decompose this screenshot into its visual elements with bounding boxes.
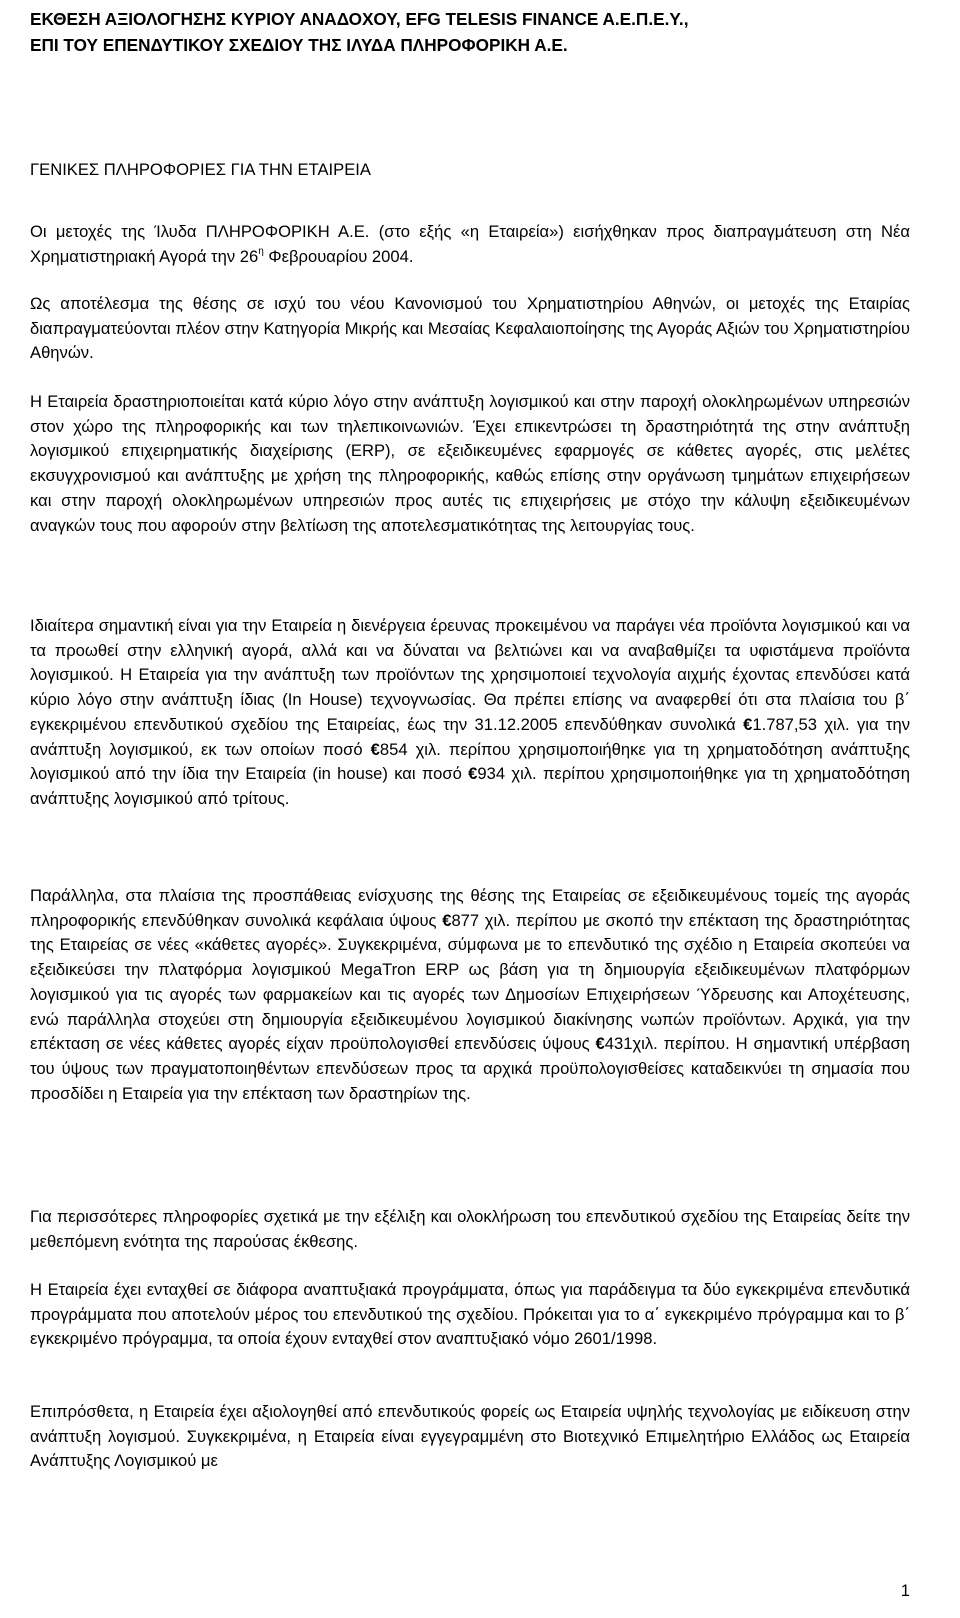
paragraph-vertical-markets-text-2: 877 χιλ. περίπου με σκοπό την επέκταση της δραστηριότητας της Εταιρείας σε νέες «κάθετες αγορές». Συγκεκριμένα, σύμφωνα με το επενδυτικό της σχέδιο η Εταιρεία σκοπεύει να εξειδικεύσει την πλατφόρμα λογισμικού MegaTron ERP ως βάση για τη δημιουργία εξειδικευμένων πλατφόρμων λογισμικού για τις αγορές των φαρμακείων και τις αγορές των Δημοσίων Επιχειρήσεων Ύδρευσης και Αποχέτευσης, ενώ παράλληλα στοχεύει στη δημιουργία εξειδικευμένου λογισμικού διακίνησης νωπών προϊόντων. Αρχικά, για την επέκταση σε νέες κάθετες αγορές είχαν προϋπολογισθεί επενδύσεις ύψους [30,910,910,1054]
paragraph-research-text-4: 854 χιλ. περίπου χρησιμοποιήθηκε για τη χρηματοδότηση ανάπτυξης λογισμικού από την ίδια την Εταιρεία (in house) και ποσό [30,739,910,784]
paragraph-listing-text: Οι μετοχές της Ίλυδα ΠΛΗΡΟΦΟΡΙΚΗ Α.Ε. (στο εξής «η Εταιρεία») εισήχθηκαν προς διαπραγμάτευση στη Νέα Χρηματιστηριακή Αγορά την 26 [30,222,910,266]
paragraph-vertical-markets [30,884,910,1106]
title-line-2: ΕΠΙ ΤΟΥ ΕΠΕΝΔΥΤΙΚΟΥ ΣΧΕΔΙΟΥ ΤΗΣ ΙΛΥΔΑ ΠΛΗΡΟΦΟΡΙΚΗ Α.Ε. [30,35,568,55]
euro-sign: € [595,1034,605,1054]
euro-sign: € [743,714,753,734]
paragraph-research-text-1: Ιδιαίτερα σημαντική είναι για την Εταιρεία η διενέργεια έρευνας προκειμένου να παράγει νέα προϊόντα λογισμικού και να τα προωθεί στην ελληνική αγορά, αλλά και να δύναται να βελτιώνει και να αναβαθμίζει τα υφιστάμενα προϊόντα λογισμικού. [30,616,910,685]
paragraph-research-text-2: Η Εταιρεία για την ανάπτυξη των προϊόντων της χρησιμοποιεί τεχνολογία αιχμής έχοντας επενδύσει κατά κύριο λόγο στην ανάπτυξη ίδιας (In House) τεχνογνωσίας. Θα πρέπει επίσης να αναφερθεί ότι στα πλαίσια του β΄ εγκεκριμένου επενδυτικού σχεδίου της Εταιρείας, έως την 31.12.2005 επενδύθηκαν συνολικά [30,665,910,734]
paragraph-market-category: Ως αποτέλεσμα της θέσης σε ισχύ του νέου Κανονισμού του Χρηματιστηρίου Αθηνών, οι μετοχές της Εταιρίας διαπραγματεύονται πλέον στην Κατηγορία Μικρής και Μεσαίας Κεφαλαιοποίησης της Αγοράς Αξιών του Χρηματιστηρίου Αθηνών. [30,294,910,363]
euro-sign: € [442,910,452,930]
report-title [30,6,935,58]
paragraph-activities [30,390,910,538]
paragraph-activities-text-2: Έχει επικεντρώσει τη δραστηριότητά της στην ανάπτυξη λογισμικού επιχειρηματικής διαχείρισης (ERP), σε εξειδικευμένες εφαρμογές σε κάθετες αγορές, στις μελέτες εκσυγχρονισμού και ανάπτυξης με χρήση της πληροφορικής, καθώς επίσης στην οργάνωση τμημάτων επιχειρήσεων και στην παροχή ολοκληρωμένων υπηρεσιών προς αυτές τις επιχειρήσεις με στόχο την κάλυψη εξειδικευμένων αναγκών τους που αφορούν στην βελτίωση της αποτελεσματικότητας της λειτουργίας τους. [30,416,910,535]
paragraph-vertical-markets-text-1: Παράλληλα, στα πλαίσια της προσπάθειας ενίσχυσης της θέσης της Εταιρείας σε εξειδικευμένους τομείς της αγοράς πληροφορικής επενδύθηκαν συνολικά κεφάλαια ύψους [30,886,910,930]
paragraph-evaluation: Επιπρόσθετα, η Εταιρεία έχει αξιολογηθεί από επενδυτικούς φορείς ως Εταιρεία υψηλής τεχνολογίας με ειδίκευση στην ανάπτυξη λογισμού. Συγκεκριμένα, η Εταιρεία είναι εγγεγραμμένη στο Βιοτεχνικό Επιμελητήριο Ελλάδος ως Εταιρεία Ανάπτυξης Λογισμικού με [30,1402,910,1471]
euro-sign: € [370,739,380,759]
paragraph-listing [30,220,910,269]
paragraph-research [30,614,910,812]
page-number: 1 [900,1581,910,1600]
paragraph-research-text-3: 1.787,53 χιλ. για την ανάπτυξη λογισμικού, εκ των οποίων ποσό [30,714,910,759]
paragraph-listing-date: Φεβρουαρίου 2004. [263,246,414,266]
title-line-1: ΕΚΘΕΣΗ ΑΞΙΟΛΟΓΗΣΗΣ ΚΥΡΙΟΥ ΑΝΑΔΟΧΟΥ, EFG TELESIS FINANCE A.E.Π.Ε.Υ., [30,9,689,29]
euro-sign: € [468,764,478,784]
paragraph-vertical-markets-text-3: 431χιλ. περίπου. Η σημαντική υπέρβαση του ύψους των πραγματοποιηθέντων επενδύσεων προς τα αρχικά προϋπολογισθείσες καταδεικνύει τη σημασία που προσδίδει η Εταιρεία για την επέκταση των δραστηρίων της. [30,1034,911,1103]
paragraph-programs: Η Εταιρεία έχει ενταχθεί σε διάφορα αναπτυξιακά προγράμματα, όπως για παράδειγμα τα δύο εγκεκριμένα επενδυτικά προγράμματα που αποτελούν μέρος του επενδυτικού της σχεδίου. Πρόκειται για το α΄ εγκεκριμένο πρόγραμμα και το β΄ εγκεκριμένο πρόγραμμα, τα οποία έχουν ενταχθεί στον αναπτυξιακό νόμο 2601/1998. [30,1280,910,1349]
section-heading: ΓΕΝΙΚΕΣ ΠΛΗΡΟΦΟΡΙΕΣ ΓΙΑ ΤΗΝ ΕΤΑΙΡΕΙΑ [30,160,371,179]
paragraph-activities-text-1: Η Εταιρεία δραστηριοποιείται κατά κύριο λόγο στην ανάπτυξη λογισμικού και στην παροχή ολοκληρωμένων υπηρεσιών στον χώρο της πληροφορικής και των τηλεπικοινωνιών. [30,392,910,436]
superscript-eta: η [258,245,264,257]
paragraph-more-info: Για περισσότερες πληροφορίες σχετικά με την εξέλιξη και ολοκλήρωση του επενδυτικού σχεδίου της Εταιρείας δείτε την μεθεπόμενη ενότητα της παρούσας έκθεσης. [30,1207,910,1251]
paragraph-research-text-5: 934 χιλ. περίπου χρησιμοποιήθηκε για τη χρηματοδότηση ανάπτυξης λογισμικού από τρίτους. [30,764,910,808]
